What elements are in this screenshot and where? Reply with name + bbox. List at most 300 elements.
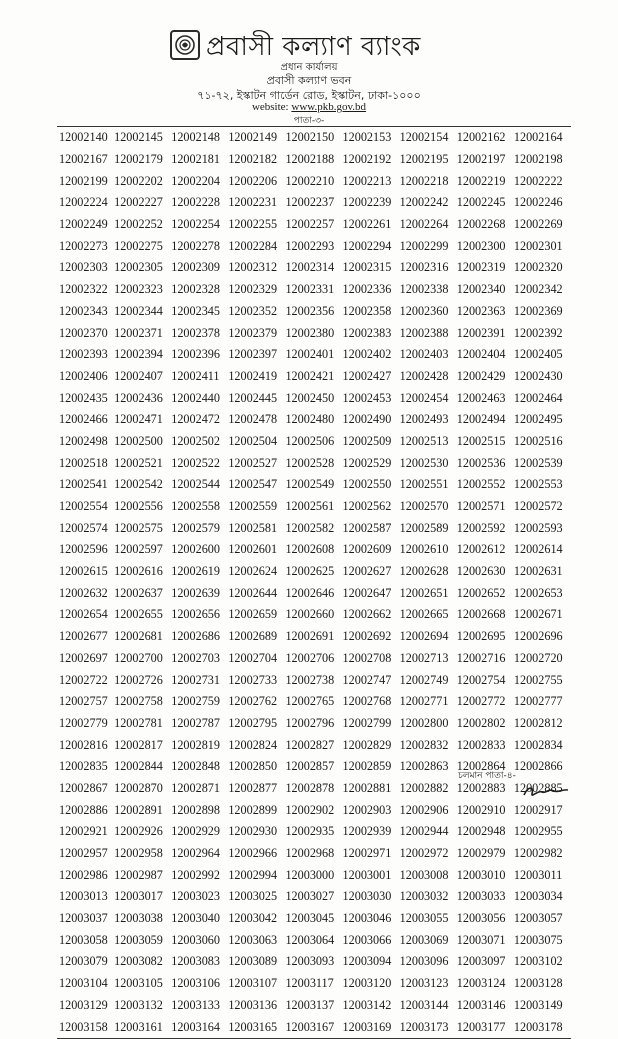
table-row	[57, 691, 571, 713]
account-number-cell: 12002358	[342, 303, 392, 318]
account-number-cell: 12003032	[399, 889, 449, 904]
account-number-cell: 12003011	[513, 867, 563, 882]
account-number-cell: 12002935	[285, 824, 335, 839]
account-number-cell: 12002662	[342, 607, 392, 622]
account-number-cell: 12002498	[59, 433, 108, 448]
account-number-cell: 12002939	[342, 824, 392, 839]
account-number-cell: 12002659	[228, 607, 278, 622]
account-number-cell: 12002363	[456, 303, 506, 318]
account-number-cell: 12002592	[456, 520, 506, 535]
account-number-cell: 12002733	[228, 672, 278, 687]
account-number-cell: 12002615	[59, 564, 108, 579]
account-number-cell: 12002222	[513, 173, 563, 188]
account-number-cell: 12002419	[228, 368, 278, 383]
account-number-cell: 12002162	[456, 130, 506, 145]
account-number-cell: 12003037	[59, 911, 108, 926]
account-number-cell: 12002430	[513, 368, 563, 383]
account-number-cell: 12002471	[114, 412, 163, 427]
account-number-cell: 12002478	[228, 412, 278, 427]
account-number-cell: 12002547	[228, 477, 278, 492]
account-number-cell: 12002336	[342, 282, 392, 297]
account-number-cell: 12003117	[285, 976, 334, 991]
account-number-cell: 12002844	[114, 759, 163, 774]
account-number-cell: 12003129	[59, 997, 108, 1012]
account-number-cell: 12002397	[228, 347, 278, 362]
account-number-cell: 12003124	[456, 976, 506, 991]
account-number-cell: 12002252	[114, 217, 163, 232]
account-number-cell: 12002944	[399, 824, 449, 839]
account-number-cell: 12002902	[285, 802, 335, 817]
account-number-cell: 12002490	[342, 412, 392, 427]
account-number-cell: 12002647	[342, 585, 392, 600]
account-number-cell: 12002713	[399, 650, 449, 665]
account-number-cell: 12002328	[171, 282, 220, 297]
account-number-cell: 12002671	[513, 607, 563, 622]
account-number-cell: 12002199	[59, 173, 108, 188]
account-number-cell: 12002453	[342, 390, 392, 405]
website-link[interactable]: www.pkb.gov.bd	[291, 101, 367, 113]
account-number-cell: 12002198	[513, 152, 563, 167]
account-number-cell: 12002403	[399, 347, 449, 362]
account-number-cell: 12003094	[342, 954, 392, 969]
account-number-cell: 12002388	[399, 325, 449, 340]
account-number-cell: 12003102	[513, 954, 563, 969]
account-number-cell: 12002182	[228, 152, 278, 167]
account-number-cell: 12002344	[114, 303, 163, 318]
account-number-cell: 12002284	[228, 238, 278, 253]
account-number-cell: 12003089	[228, 954, 278, 969]
account-number-cell: 12002181	[171, 152, 220, 167]
account-number-cell: 12003055	[399, 911, 449, 926]
account-number-cell: 12002771	[399, 694, 449, 709]
page-number: পাতা-৩-	[293, 116, 325, 126]
account-number-cell: 12002154	[399, 130, 449, 145]
account-number-cell: 12002665	[399, 607, 449, 622]
account-number-cell: 12002463	[456, 390, 506, 405]
account-number-cell: 12002694	[399, 629, 449, 644]
account-number-cell: 12002303	[59, 260, 108, 275]
account-number-cell: 12002550	[342, 477, 392, 492]
table-row	[57, 929, 571, 951]
account-number-cell: 12002320	[513, 260, 563, 275]
account-number-cell: 12002864	[456, 759, 506, 774]
account-number-cell: 12003017	[114, 889, 163, 904]
account-number-cell: 12002689	[228, 629, 278, 644]
account-number-cell: 12002906	[399, 802, 449, 817]
account-number-cell: 12002551	[399, 477, 449, 492]
account-number-cell: 12002779	[59, 715, 108, 730]
account-number-cell: 12002772	[456, 694, 506, 709]
account-number-cell: 12002494	[456, 412, 506, 427]
account-number-cell: 12002819	[171, 737, 220, 752]
account-number-cell: 12002428	[399, 368, 449, 383]
account-number-cell: 12002816	[59, 737, 108, 752]
account-number-cell: 12002948	[456, 824, 506, 839]
account-number-cell: 12003142	[342, 997, 392, 1012]
account-number-cell: 12002971	[342, 846, 392, 861]
table-row	[57, 648, 571, 670]
account-number-cell: 12002692	[342, 629, 392, 644]
account-number-cell: 12002886	[59, 802, 108, 817]
table-row	[57, 604, 571, 626]
account-number-cell: 12002644	[228, 585, 278, 600]
account-number-cell: 12003040	[171, 911, 220, 926]
account-number-cell: 12002898	[171, 802, 220, 817]
account-number-cell: 12002755	[513, 672, 563, 687]
table-row	[57, 235, 571, 257]
account-number-cell: 12002150	[285, 130, 335, 145]
account-number-cell: 12002257	[285, 217, 335, 232]
account-number-cell: 12003066	[342, 932, 392, 947]
table-row	[57, 713, 571, 735]
account-number-cell: 12003132	[114, 997, 163, 1012]
account-number-cell: 12002768	[342, 694, 392, 709]
bank-logo-icon	[170, 30, 200, 60]
account-number-table	[57, 126, 571, 1039]
account-number-cell: 12003096	[399, 954, 449, 969]
account-number-cell: 12003075	[513, 932, 563, 947]
account-number-cell: 12002601	[228, 542, 278, 557]
account-number-cell: 12003137	[285, 997, 335, 1012]
table-row	[57, 1016, 571, 1038]
account-number-cell: 12002859	[342, 759, 392, 774]
account-number-cell: 12002528	[285, 455, 335, 470]
account-number-cell: 12002731	[171, 672, 220, 687]
table-row	[57, 279, 571, 301]
account-number-cell: 12002955	[513, 824, 563, 839]
account-number-cell: 12002930	[228, 824, 278, 839]
account-number-cell: 12003128	[513, 976, 563, 991]
account-number-cell: 12002747	[342, 672, 392, 687]
account-number-cell: 12002651	[399, 585, 449, 600]
account-number-cell: 12002530	[399, 455, 449, 470]
account-number-cell: 12002628	[399, 564, 449, 579]
account-number-cell: 12002536	[456, 455, 506, 470]
account-number-cell: 12003164	[171, 1019, 220, 1034]
account-number-cell: 12002340	[456, 282, 506, 297]
account-number-cell: 12002824	[228, 737, 278, 752]
account-number-cell: 12003104	[59, 976, 108, 991]
account-number-cell: 12002402	[342, 347, 392, 362]
account-number-cell: 12003149	[513, 997, 563, 1012]
account-number-cell: 12002164	[513, 130, 563, 145]
account-number-cell: 12002562	[342, 499, 392, 514]
account-number-cell: 12002314	[285, 260, 335, 275]
account-number-cell: 12002917	[513, 802, 563, 817]
account-number-cell: 12002639	[171, 585, 220, 600]
table-row	[57, 431, 571, 453]
account-number-cell: 12002472	[171, 412, 220, 427]
account-number-cell: 12002704	[228, 650, 278, 665]
account-number-cell: 12002206	[228, 173, 278, 188]
account-number-cell: 12002637	[114, 585, 163, 600]
table-row	[57, 561, 571, 583]
account-number-cell: 12002686	[171, 629, 220, 644]
account-number-cell: 12002655	[114, 607, 163, 622]
account-number-cell: 12002654	[59, 607, 108, 622]
account-number-cell: 12002695	[456, 629, 506, 644]
account-number-cell: 12002765	[285, 694, 335, 709]
table-row	[57, 864, 571, 886]
account-number-cell: 12002706	[285, 650, 335, 665]
account-number-cell: 12002392	[513, 325, 563, 340]
account-number-cell: 12002817	[114, 737, 163, 752]
account-number-cell: 12002188	[285, 152, 335, 167]
account-number-cell: 12002609	[342, 542, 392, 557]
account-number-cell: 12002148	[171, 130, 220, 145]
account-number-cell: 12002421	[285, 368, 335, 383]
account-number-cell: 12003079	[59, 954, 108, 969]
account-number-cell: 12002521	[114, 455, 163, 470]
table-row	[57, 366, 571, 388]
account-number-cell: 12002268	[456, 217, 506, 232]
account-number-cell: 12002921	[59, 824, 108, 839]
table-row	[57, 908, 571, 930]
account-number-cell: 12002614	[513, 542, 563, 557]
account-number-cell: 12002360	[399, 303, 449, 318]
account-number-cell: 12003057	[513, 911, 563, 926]
account-number-cell: 12002500	[114, 433, 163, 448]
account-number-cell: 12002589	[399, 520, 449, 535]
account-number-cell: 12002224	[59, 195, 108, 210]
table-row	[57, 582, 571, 604]
account-number-cell: 12002616	[114, 564, 163, 579]
account-number-cell: 12003008	[399, 867, 449, 882]
account-number-cell: 12002179	[114, 152, 163, 167]
account-number-cell: 12002445	[228, 390, 278, 405]
account-number-cell: 12002436	[114, 390, 163, 405]
account-number-cell: 12002516	[513, 433, 563, 448]
account-number-cell: 12003069	[399, 932, 449, 947]
account-number-cell: 12002646	[285, 585, 335, 600]
account-number-cell: 12002632	[59, 585, 108, 600]
account-number-cell: 12002371	[114, 325, 163, 340]
account-number-cell: 12002231	[228, 195, 278, 210]
account-number-cell: 12003056	[456, 911, 506, 926]
account-number-cell: 12003025	[228, 889, 278, 904]
account-number-cell: 12003033	[456, 889, 506, 904]
account-number-cell: 12002202	[114, 173, 163, 188]
table-row	[57, 301, 571, 323]
account-number-cell: 12002668	[456, 607, 506, 622]
account-number-cell: 12002870	[114, 780, 163, 795]
account-number-cell: 12002624	[228, 564, 278, 579]
account-number-cell: 12003158	[59, 1019, 108, 1034]
table-row	[57, 843, 571, 865]
account-number-cell: 12003013	[59, 889, 108, 904]
account-number-cell: 12002597	[114, 542, 163, 557]
account-number-cell: 12002195	[399, 152, 449, 167]
account-number-cell: 12002631	[513, 564, 563, 579]
account-number-cell: 12002835	[59, 759, 108, 774]
account-number-cell: 12002899	[228, 802, 278, 817]
account-number-cell: 12002370	[59, 325, 108, 340]
account-number-cell: 12002338	[399, 282, 449, 297]
account-number-cell: 12002309	[171, 260, 220, 275]
account-number-cell: 12002218	[399, 173, 449, 188]
account-number-cell: 12002857	[285, 759, 335, 774]
account-number-cell: 12002493	[399, 412, 449, 427]
table-row	[57, 799, 571, 821]
account-number-cell: 12002527	[228, 455, 278, 470]
account-number-cell: 12002979	[456, 846, 506, 861]
account-number-cell: 12002703	[171, 650, 220, 665]
account-number-cell: 12002255	[228, 217, 278, 232]
account-number-cell: 12002393	[59, 347, 108, 362]
account-number-cell: 12002561	[285, 499, 335, 514]
account-number-cell: 12002968	[285, 846, 335, 861]
account-number-cell: 12003120	[342, 976, 392, 991]
account-number-cell: 12002140	[59, 130, 108, 145]
account-number-cell: 12002802	[456, 715, 506, 730]
account-number-cell: 12002926	[114, 824, 163, 839]
account-number-cell: 12002738	[285, 672, 335, 687]
account-number-cell: 12002575	[114, 520, 163, 535]
account-number-cell: 12002450	[285, 390, 335, 405]
table-row	[57, 257, 571, 279]
account-number-cell: 12002625	[285, 564, 335, 579]
office-title: প্রধান কার্যালয়	[280, 62, 338, 73]
account-number-cell: 12002582	[285, 520, 335, 535]
account-number-cell: 12002502	[171, 433, 220, 448]
account-number-cell: 12003178	[513, 1019, 563, 1034]
account-number-cell: 12002799	[342, 715, 392, 730]
account-number-cell: 12002544	[171, 477, 220, 492]
table-row	[57, 409, 571, 431]
table-row	[57, 344, 571, 366]
account-number-cell: 12003064	[285, 932, 335, 947]
account-number-cell: 12002554	[59, 499, 108, 514]
account-number-cell: 12002319	[456, 260, 506, 275]
account-number-cell: 12002759	[171, 694, 220, 709]
account-number-cell: 12002380	[285, 325, 335, 340]
account-number-cell: 12002796	[285, 715, 335, 730]
account-number-cell: 12003034	[513, 889, 563, 904]
account-number-cell: 12002558	[171, 499, 220, 514]
account-number-cell: 12003010	[456, 867, 506, 882]
account-number-cell: 12002541	[59, 477, 108, 492]
account-number-cell: 12002369	[513, 303, 563, 318]
account-number-cell: 12003082	[114, 954, 163, 969]
account-number-cell: 12003083	[171, 954, 220, 969]
account-number-cell: 12002466	[59, 412, 108, 427]
account-number-cell: 12002972	[399, 846, 449, 861]
account-number-cell: 12002929	[171, 824, 220, 839]
account-number-cell: 12002832	[399, 737, 449, 752]
table-row	[57, 127, 571, 149]
address: ৭১-৭২, ইস্কাটন গার্ডেন রোড, ইস্কাটন, ঢাকা-১০০০	[197, 89, 421, 102]
account-number-cell: 12002652	[456, 585, 506, 600]
account-number-cell: 12002992	[171, 867, 220, 882]
account-number-cell: 12002391	[456, 325, 506, 340]
account-number-cell: 12002552	[456, 477, 506, 492]
account-number-cell: 12002957	[59, 846, 108, 861]
account-number-cell: 12002787	[171, 715, 220, 730]
account-number-cell: 12003059	[114, 932, 163, 947]
account-number-cell: 12002454	[399, 390, 449, 405]
account-number-cell: 12002293	[285, 238, 335, 253]
account-number-cell: 12002396	[171, 347, 220, 362]
account-number-cell: 12002910	[456, 802, 506, 817]
account-number-cell: 12002627	[342, 564, 392, 579]
table-row	[57, 170, 571, 192]
account-number-cell: 12003038	[114, 911, 163, 926]
account-number-cell: 12002848	[171, 759, 220, 774]
account-number-cell: 12002982	[513, 846, 563, 861]
table-row	[57, 474, 571, 496]
account-number-cell: 12002331	[285, 282, 335, 297]
account-number-cell: 12002903	[342, 802, 392, 817]
account-number-cell: 12003046	[342, 911, 392, 926]
account-number-cell: 12002509	[342, 433, 392, 448]
account-number-cell: 12003177	[456, 1019, 506, 1034]
account-number-cell: 12002513	[399, 433, 449, 448]
account-number-cell: 12002294	[342, 238, 392, 253]
account-number-cell: 12002677	[59, 629, 108, 644]
account-number-cell: 12002587	[342, 520, 392, 535]
table-row	[57, 995, 571, 1017]
account-number-cell: 12002800	[399, 715, 449, 730]
website-label: website:	[251, 101, 289, 113]
account-number-cell: 12002239	[342, 195, 392, 210]
account-number-cell: 12002242	[399, 195, 449, 210]
account-number-cell: 12002834	[513, 737, 563, 752]
account-number-cell: 12002343	[59, 303, 108, 318]
account-number-cell: 12003173	[399, 1019, 449, 1034]
account-number-cell: 12002700	[114, 650, 163, 665]
account-number-cell: 12002877	[228, 780, 278, 795]
account-number-cell: 12002518	[59, 455, 108, 470]
table-row	[57, 517, 571, 539]
account-number-cell: 12002312	[228, 260, 278, 275]
table-row	[57, 496, 571, 518]
account-number-cell: 12003169	[342, 1019, 392, 1034]
account-number-cell: 12002145	[114, 130, 163, 145]
account-number-cell: 12002966	[228, 846, 278, 861]
table-row	[57, 626, 571, 648]
account-number-cell: 12002405	[513, 347, 563, 362]
account-number-cell: 12002153	[342, 130, 392, 145]
account-number-cell: 12002356	[285, 303, 335, 318]
table-row	[57, 322, 571, 344]
account-number-cell: 12002315	[342, 260, 392, 275]
account-number-cell: 12002696	[513, 629, 563, 644]
table-row	[57, 539, 571, 561]
account-number-cell: 12002529	[342, 455, 392, 470]
account-number-cell: 12002781	[114, 715, 163, 730]
account-number-cell: 12002440	[171, 390, 220, 405]
account-number-cell: 12003063	[228, 932, 278, 947]
table-row	[57, 214, 571, 236]
account-number-cell: 12002275	[114, 238, 163, 253]
account-number-cell: 12002812	[513, 715, 563, 730]
signature	[520, 782, 580, 805]
account-number-cell: 12002749	[399, 672, 449, 687]
account-number-cell: 12002754	[456, 672, 506, 687]
account-number-cell: 12003123	[399, 976, 449, 991]
account-number-cell: 12002559	[228, 499, 278, 514]
account-number-cell: 12002579	[171, 520, 220, 535]
account-number-cell: 12002435	[59, 390, 108, 405]
account-number-cell: 12002515	[456, 433, 506, 448]
account-number-cell: 12003030	[342, 889, 392, 904]
account-number-cell: 12003146	[456, 997, 506, 1012]
account-number-cell: 12003045	[285, 911, 335, 926]
account-number-cell: 12002570	[399, 499, 449, 514]
account-number-cell: 12002758	[114, 694, 163, 709]
account-number-cell: 12002777	[513, 694, 563, 709]
table-row	[57, 669, 571, 691]
